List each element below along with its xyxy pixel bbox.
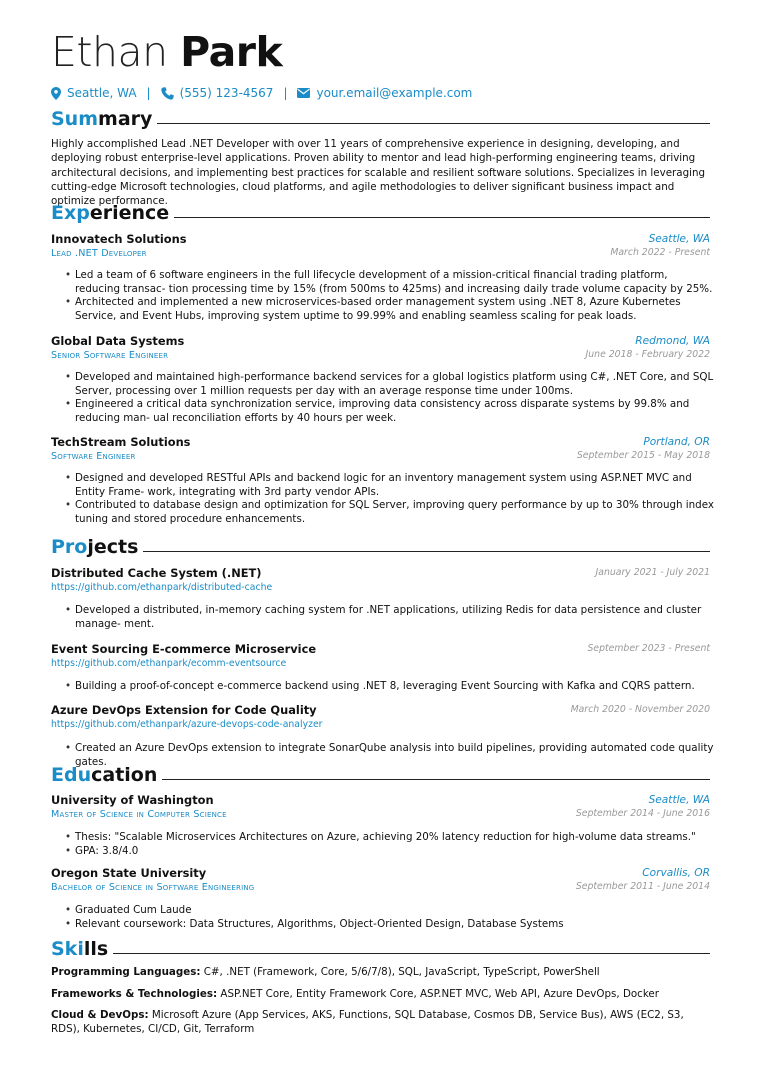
job-bullets xyxy=(65,371,715,425)
skill-value: C#, .NET (Framework, Core, 5/6/7/8), SQL, JavaScript, TypeScript, PowerShell xyxy=(200,966,600,978)
skill-label: Frameworks & Technologies: xyxy=(51,988,218,1000)
job-location: Portland, OR xyxy=(643,436,710,448)
section-title-rest: erience xyxy=(89,202,170,224)
first-name: Ethan xyxy=(51,28,168,76)
section-summary xyxy=(51,108,710,130)
bullet-item: • Created an Azure DevOps extension to integrate SonarQube analysis into build pipelines, providing automated code quality gates. xyxy=(75,742,715,769)
section-title-accent: Ski xyxy=(51,938,84,960)
section-title-rest: cation xyxy=(91,764,158,786)
school-location: Corvallis, OR xyxy=(642,867,710,879)
project-link[interactable]: https://github.com/ethanpark/distributed-cache xyxy=(51,582,273,593)
bullet-item: • Engineered a critical data synchronization service, improving data consistency across disparate systems by 99.8% and reducing man- ual reconciliation efforts by 40 hours per week. xyxy=(75,398,715,425)
section-projects xyxy=(51,536,710,558)
bullet-item: • Led a team of 6 software engineers in the full lifecycle development of a mission-critical financial trading platform, reducing transac- tion processing time by 15% (from 500ms to 425ms) and increasing daily trade volume capacity by 25%. xyxy=(75,269,715,296)
section-title-rest: lls xyxy=(83,938,109,960)
company-name: TechStream Solutions xyxy=(51,435,191,449)
skill-label: Programming Languages: xyxy=(51,966,201,978)
bullet-item: • Architected and implemented a new microservices-based order management system using .NET 8, Azure Kubernetes Service, and Event Hubs, improving system uptime to 99.99% and enabling seamless scaling for peak loads. xyxy=(75,296,715,323)
section-title xyxy=(51,938,108,960)
bullet-item: • Graduated Cum Laude xyxy=(75,904,715,918)
job-dates: June 2018 - February 2022 xyxy=(585,349,710,360)
summary-text: Highly accomplished Lead .NET Developer with over 11 years of comprehensive experience in designing, developing, and deploying robust enterprise-level applications. Proven ability to mentor and lead high-performing engineering teams, driving architectural decisions, and implementing best practices for scalable and resilient software solutions. Specializes in leveraging cutting-edge Microsoft technologies, cloud platforms, and agile methodologies to deliver significant business impact and optimize performance. xyxy=(51,138,706,208)
degree-name: Bachelor of Science in Software Engineering xyxy=(51,882,255,893)
skill-label: Cloud & DevOps: xyxy=(51,1009,149,1021)
section-title-accent: Sum xyxy=(51,108,99,130)
contact-phone[interactable] xyxy=(161,86,274,100)
section-skills xyxy=(51,938,710,960)
bullet-item: • Developed a distributed, in-memory caching system for .NET applications, utilizing Redis for data persistence and cluster manage- ment. xyxy=(75,604,715,631)
bullet-item: • Designed and developed RESTful APIs and backend logic for an inventory management system using ASP.NET MVC and Entity Frame- work, integrating with 3rd party vendor APIs. xyxy=(75,472,715,499)
company-name: Innovatech Solutions xyxy=(51,232,187,246)
project-name: Azure DevOps Extension for Code Quality xyxy=(51,703,317,717)
project-dates: March 2020 - November 2020 xyxy=(570,704,710,715)
section-title xyxy=(51,202,169,224)
contact-bar xyxy=(51,84,472,102)
contact-separator: | xyxy=(283,86,288,100)
envelope-icon xyxy=(297,88,310,98)
school-name: University of Washington xyxy=(51,793,214,807)
job-title: Lead .NET Developer xyxy=(51,248,147,259)
section-rule xyxy=(143,551,710,552)
skill-line xyxy=(51,1008,713,1036)
education-bullets xyxy=(65,904,715,931)
location-text: Seattle, WA xyxy=(67,86,137,100)
section-rule xyxy=(174,217,710,218)
bullet-item: • Thesis: "Scalable Microservices Architectures on Azure, achieving 20% latency reduction for high-volume data streams." xyxy=(75,831,715,845)
section-title xyxy=(51,108,152,130)
section-title-accent: Pro xyxy=(51,536,88,558)
skill-value: ASP.NET Core, Entity Framework Core, ASP.NET MVC, Web API, Azure DevOps, Docker xyxy=(217,988,659,1000)
bullet-item: • Developed and maintained high-performance backend services for a global logistics platform using C#, .NET Core, and SQL Server, processing over 1 million requests per day with an average response time under 100ms. xyxy=(75,371,715,398)
job-title: Software Engineer xyxy=(51,451,136,462)
section-title-accent: Exp xyxy=(51,202,90,224)
job-dates: September 2015 - May 2018 xyxy=(576,450,710,461)
project-dates: September 2023 - Present xyxy=(587,643,710,654)
project-name: Event Sourcing E-commerce Microservice xyxy=(51,642,317,656)
job-location: Seattle, WA xyxy=(648,233,710,245)
map-marker-icon xyxy=(51,87,61,100)
phone-icon xyxy=(161,87,174,100)
bullet-item: • Building a proof-of-concept e-commerce backend using .NET 8, leveraging Event Sourcing with Kafka and CQRS pattern. xyxy=(75,680,715,694)
contact-email[interactable] xyxy=(297,86,472,100)
school-name: Oregon State University xyxy=(51,866,207,880)
education-dates: September 2011 - June 2014 xyxy=(575,881,710,892)
contact-location xyxy=(51,86,137,100)
company-name: Global Data Systems xyxy=(51,334,185,348)
email-text: your.email@example.com xyxy=(316,86,473,100)
section-title xyxy=(51,536,138,558)
education-bullets xyxy=(65,831,715,858)
last-name: Park xyxy=(180,28,283,76)
degree-name: Master of Science in Computer Science xyxy=(51,809,227,820)
section-experience xyxy=(51,202,710,224)
section-title xyxy=(51,764,157,786)
section-title-rest: mary xyxy=(98,108,153,130)
project-link[interactable]: https://github.com/ethanpark/ecomm-eventsource xyxy=(51,658,287,669)
bullet-item: • Relevant coursework: Data Structures, Algorithms, Object-Oriented Design, Database Systems xyxy=(75,918,715,932)
skill-value: Microsoft Azure (App Services, AKS, Functions, SQL Database, Cosmos DB, Service Bus), AWS (EC2, S3, RDS), Kubernetes, CI/CD, Git, Terraform xyxy=(51,1009,684,1036)
section-education xyxy=(51,764,710,786)
bullet-item: • GPA: 3.8/4.0 xyxy=(75,845,715,859)
job-dates: March 2022 - Present xyxy=(610,247,710,258)
project-bullets xyxy=(65,604,715,631)
school-location: Seattle, WA xyxy=(648,794,710,806)
phone-text: (555) 123-4567 xyxy=(179,86,274,100)
section-title-rest: jects xyxy=(87,536,139,558)
candidate-name xyxy=(51,28,282,76)
job-title: Senior Software Engineer xyxy=(51,350,169,361)
project-name: Distributed Cache System (.NET) xyxy=(51,566,262,580)
section-rule xyxy=(113,953,710,954)
project-dates: January 2021 - July 2021 xyxy=(595,567,710,578)
section-rule xyxy=(157,123,710,124)
job-bullets xyxy=(65,472,715,526)
project-bullets xyxy=(65,680,715,694)
section-rule xyxy=(162,779,710,780)
skill-line xyxy=(51,987,713,1001)
section-title-accent: Edu xyxy=(51,764,92,786)
job-bullets xyxy=(65,269,715,323)
project-link[interactable]: https://github.com/ethanpark/azure-devops-code-analyzer xyxy=(51,719,323,730)
education-dates: September 2014 - June 2016 xyxy=(575,808,710,819)
bullet-item: • Contributed to database design and optimization for SQL Server, improving query performance by up to 30% through index tuning and stored procedure enhancements. xyxy=(75,499,715,526)
contact-separator: | xyxy=(146,86,151,100)
job-location: Redmond, WA xyxy=(635,335,710,347)
skill-line xyxy=(51,965,713,979)
